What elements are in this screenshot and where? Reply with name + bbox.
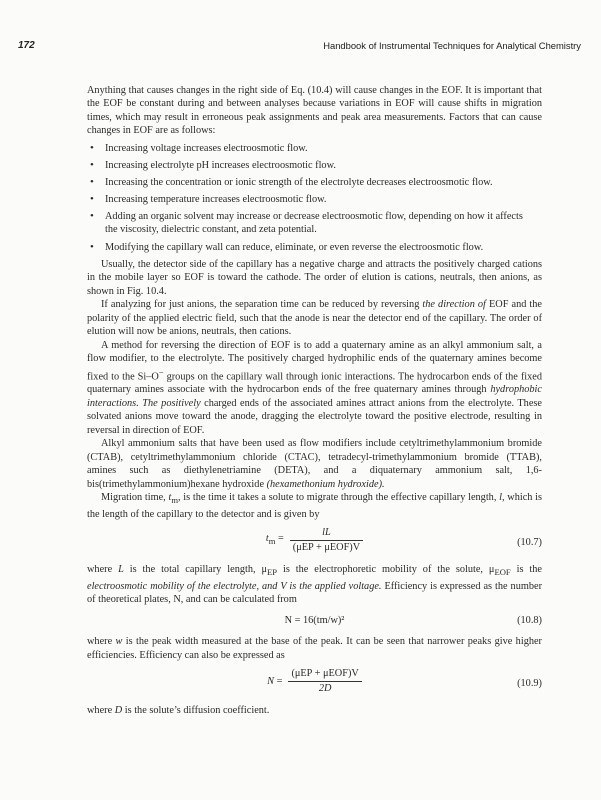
equation-number: (10.7) [517,537,542,549]
list-item: • Modifying the capillary wall can reduce, eliminate, or even reverse the electroosmotic flow. [105,241,542,254]
equation-10-8: N = 16(tm/w)² (10.8) [284,615,542,627]
list-item: • Adding an organic solvent may increase or decrease electroosmotic flow, depending on how it affects the viscosity, dielectric constant, and zeta potential. [105,210,542,237]
paragraph-detector: Usually, the detector side of the capillary has a negative charge and attracts the positively charged cations in the mobile layer so EOF is toward the cathode. The order of elution is cations, neutrals, then anions, as shown in Fig. 10.4. [87,258,542,297]
paragraph-peak-width: where w is the peak width measured at the base of the peak. It can be seen that narrower peaks give higher efficiencies. Efficiency can also be expressed as [87,636,542,661]
equation-10-9: N = $\frac{\text{(μEP + μEOF)V}}{2D}$ (10.9) [267,668,542,695]
list-item: • Increasing temperature increases electroosmotic flow. [105,193,542,206]
paragraph-variables: where L is the total capillary length, $\mu_{EP}$ is the electrophoretic mobility of the solute, $\mu_{EOF}$ is the electroosmotic mobility of the electrolyte, and V is the applied voltage. Efficiency is expressed as the number of theoretical plates, N, and can be calculated from [87,564,542,605]
paragraph-eof-intro: Anything that causes changes in the right side of Eq. (10.4) will cause changes in the EOF. It is important that the EOF be constant during and between analyses because variations in EOF will cause shifts in migration times, which may result in erroneous peak assignments and peak area measurements. Factors that can cause changes in EOF are as follows: [87,85,542,137]
equation-10-7: $t_m$ = $\frac{lL}{\text{(μEP + μEOF)V}}$ (10.7) [265,527,542,554]
list-item: • Increasing the concentration or ionic strength of the electrolyte decreases electroosmotic flow. [105,176,542,189]
paragraph-diffusion: where D is the solute’s diffusion coefficient. [87,705,270,717]
paragraph-anions: If analyzing for just anions, the separation time can be reduced by reversing the direction of EOF and the polarity of the applied electric field, such that the anode is near the detector end of the capillary. The order of elution will now be anions, neutrals, then cations. [87,299,543,338]
equation-number: (10.9) [517,678,542,690]
body-text [87,84,542,718]
running-header [18,40,581,54]
list-item: • Increasing electrolyte pH increases electroosmotic flow. [105,159,542,172]
running-title: Handbook of Instrumental Techniques for Analytical Chemistry [323,40,581,51]
paragraph-migration-time: Migration time, $t_m$, is the time it takes a solute to migrate through the effective capillary length, l, which is the length of the capillary to the detector and is given by [87,492,542,520]
list-item: • Increasing voltage increases electroosmotic flow. [105,142,542,155]
paragraph-flow-modifiers: Alkyl ammonium salts that have been used as flow modifiers include cetyltrimethylammonium bromide (CTAB), cetyltrimethylammonium chloride (CTAC), tetradecyl-trimethylammonium bromide (TTAB), amines such as diethylenetriamine (DETA), and a diquaternary ammonium salt, 1,6-bis(trimethylammonium)hexane hydroxide (hexamethonium hydroxide). [87,438,542,490]
factor-list [87,142,542,254]
paragraph-reversing: A method for reversing the direction of EOF is to add a quaternary amine as an alkyl ammonium salt, a flow modifier, to the electrolyte. The positively charged hydrophilic ends of the quaternary amines become fixed to the Si–O− groups on the capillary wall through ionic interactions. The hydrocarbon ends of the fixed quaternary amines associate with the hydrocarbon ends of the free quaternary amines through hydrophobic interactions. The positively charged ends of the associated amines attract anions from the electrolyte. These solvated anions move toward the anode, dragging the electrolyte toward the positive electrode, resulting in reversal in direction of EOF. [87,339,542,436]
page-number: 172 [18,40,35,51]
equation-number: (10.8) [517,615,542,627]
